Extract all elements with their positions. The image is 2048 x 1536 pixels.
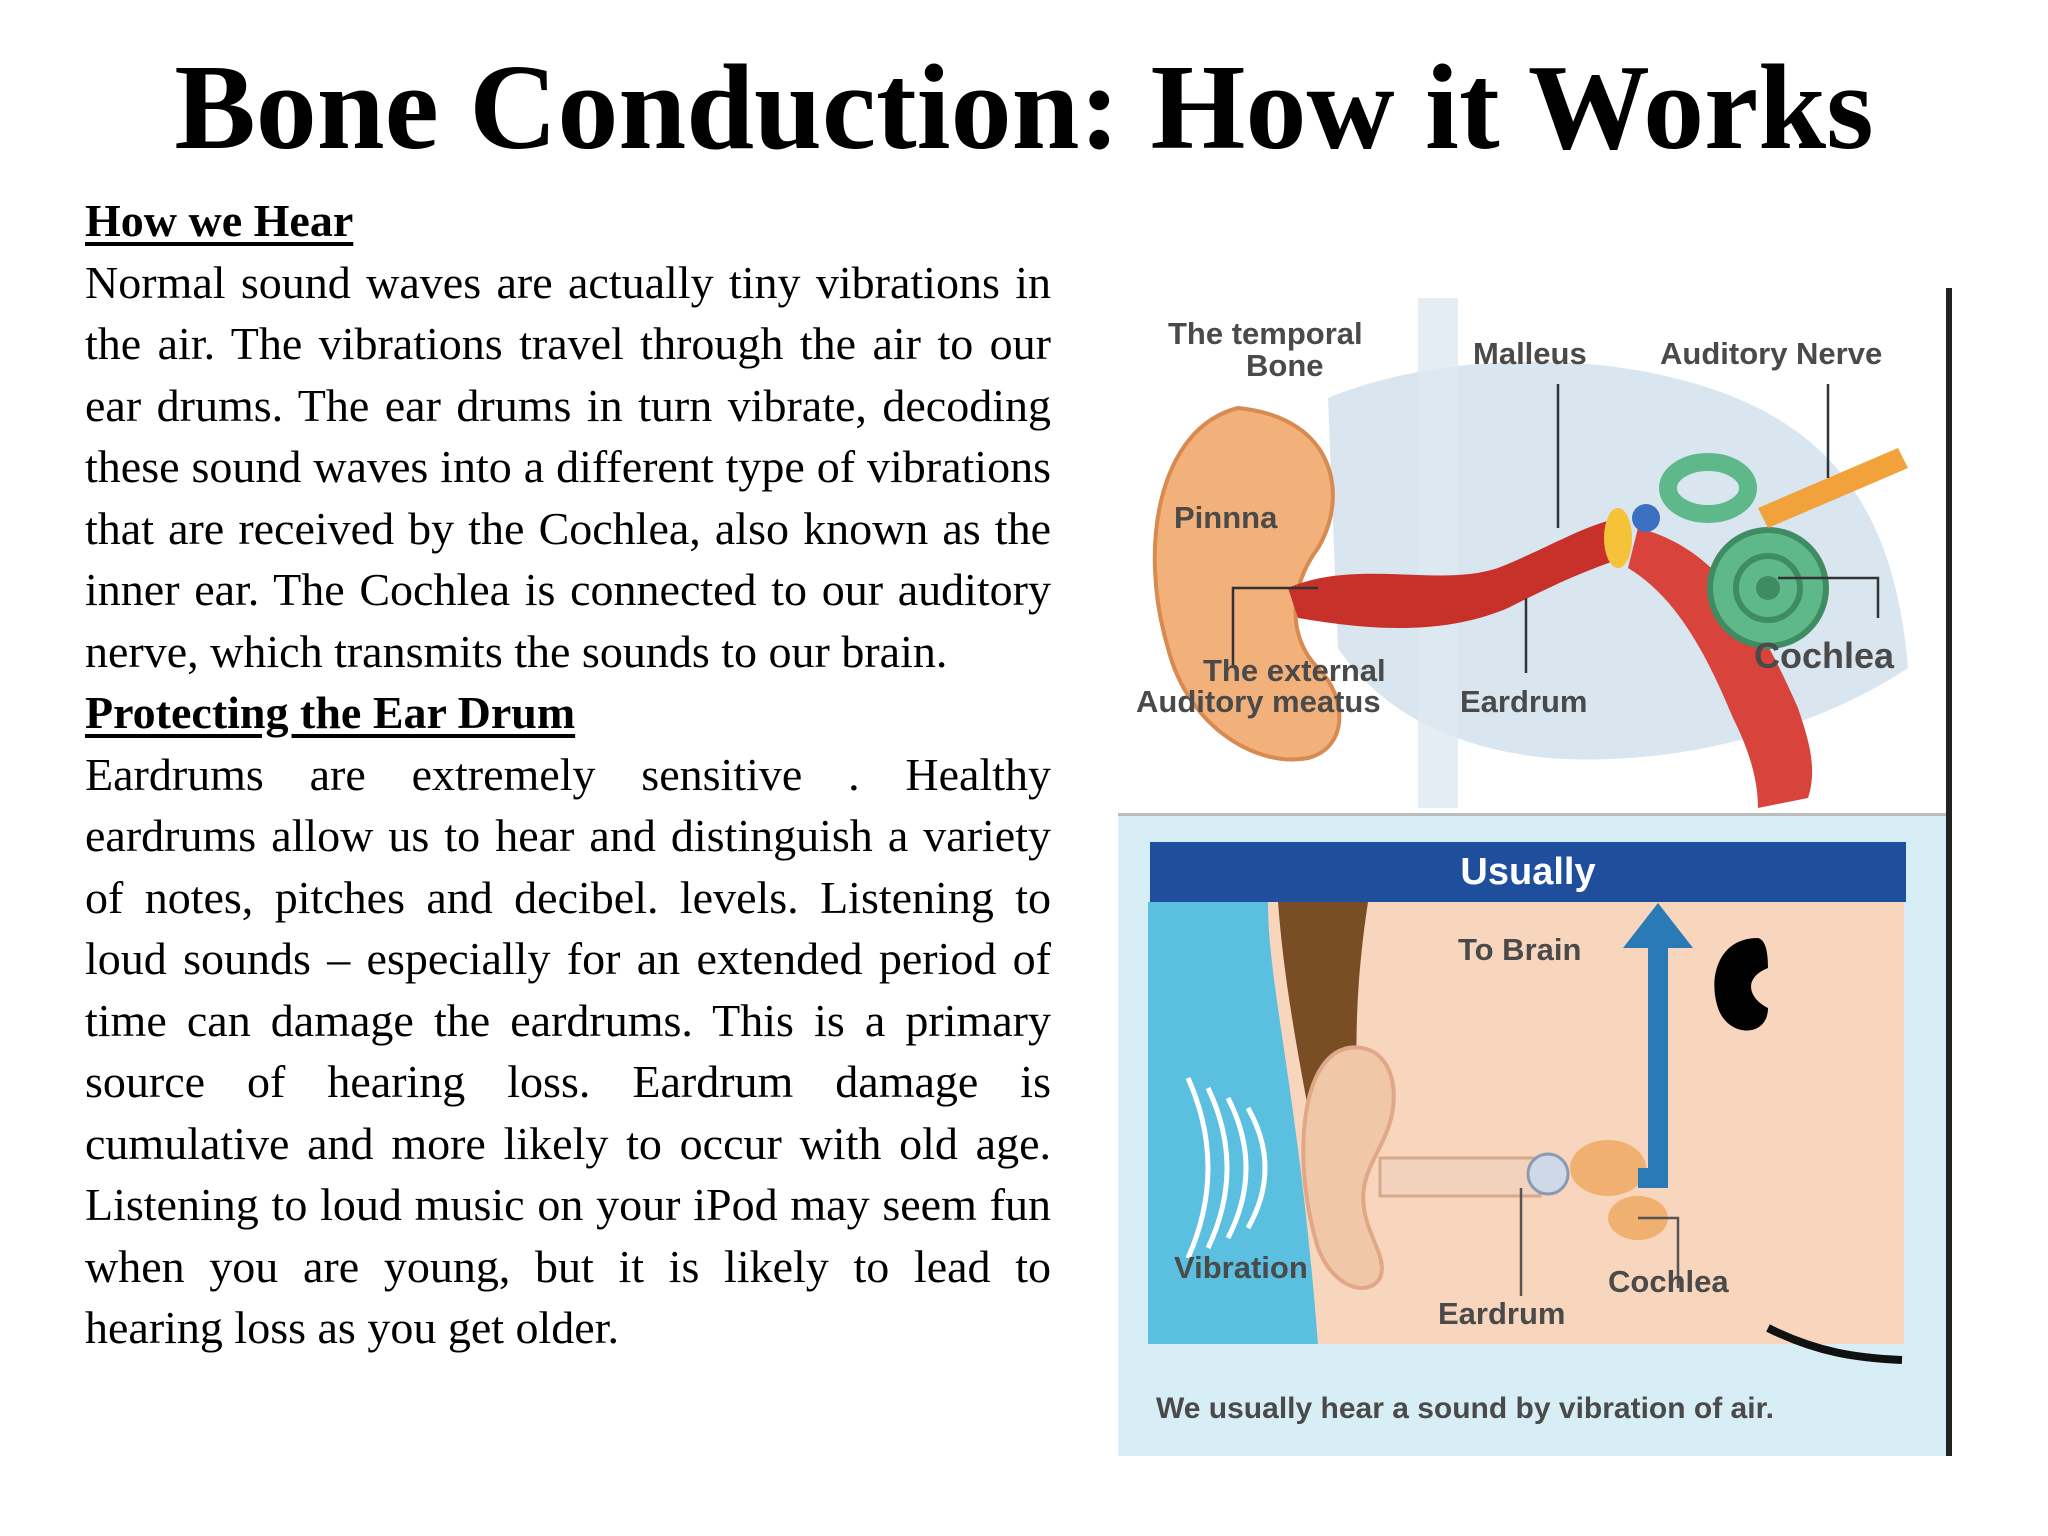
label-malleus: Malleus [1473,336,1587,371]
page-title: Bone Conduction: How it Works [174,40,1874,175]
label-eardrum: Eardrum [1460,684,1588,719]
text-column [85,190,1051,1359]
ear-canal-bottom [1380,1158,1540,1196]
label-temporal-bone-line2: Bone [1246,348,1324,383]
cochlea-bottom-shape [1570,1140,1646,1196]
section-body-protecting-ear-drum: Eardrums are extremely sensitive . Healthy eardrums allow us to hear and distinguish a variety of notes, pitches and decibel. levels. Listening to loud sounds – especially for an extended period of time can damage the eardrums. This is a primary source of hearing loss. Eardrum damage is cumulative and more likely to occur with old age. Listening to loud music on your iPod may seem fun when you are young, but it is likely to lead to hearing loss as you get older. [85,748,1051,1353]
label-temporal-bone-line1: The temporal [1168,316,1363,351]
malleus-shape [1632,504,1660,532]
label-to-brain: To Brain [1458,932,1582,967]
label-external-meatus-line1: The external [1203,653,1386,688]
figure-caption: We usually hear a sound by vibration of air. [1156,1392,1774,1425]
ear-anatomy-diagram [1118,288,1946,813]
label-cochlea-bottom: Cochlea [1608,1264,1729,1299]
eardrum-shape [1604,508,1632,568]
figure-border [1946,288,1952,1456]
label-vibration: Vibration [1174,1250,1308,1285]
section-heading-how-we-hear: How we Hear [85,195,354,246]
air-conduction-diagram [1118,816,1946,1456]
section-body-how-we-hear: Normal sound waves are actually tiny vibrations in the air. The vibrations travel through the air to our ear drums. The ear drums in turn vibrate, decoding these sound waves into a different type of vibrations that are received by the Cochlea, also known as the inner ear. The Cochlea is connected to our auditory nerve, which transmits the sounds to our brain. [85,256,1051,677]
section-heading-protecting-ear-drum: Protecting the Ear Drum [85,687,576,738]
label-external-meatus-line2: Auditory meatus [1136,684,1381,719]
ear-diagram-figure [1118,288,1952,1456]
label-eardrum-bottom: Eardrum [1438,1296,1566,1331]
label-auditory-nerve: Auditory Nerve [1660,336,1883,371]
banner-usually-text: Usually [1460,851,1596,893]
label-cochlea: Cochlea [1754,635,1895,676]
label-pinna: Pinnna [1174,500,1278,535]
